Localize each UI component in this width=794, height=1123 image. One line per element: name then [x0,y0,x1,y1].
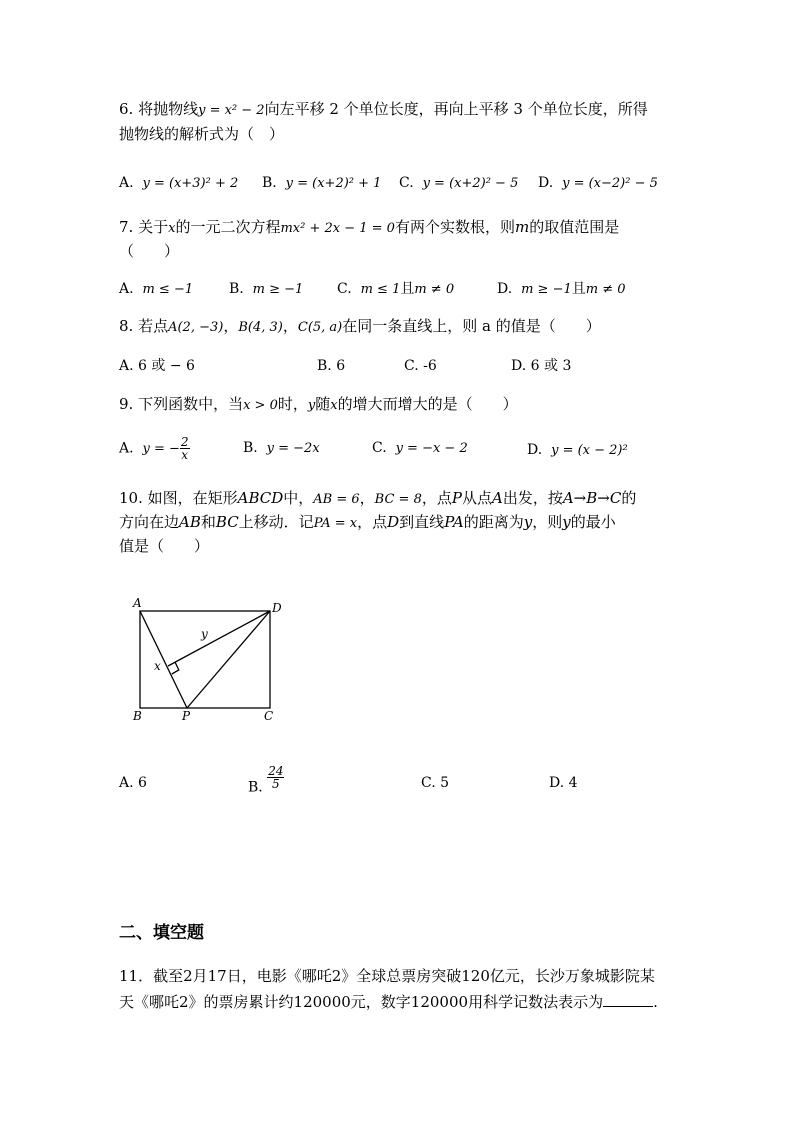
q8-text: 在同一条直线上，则 a 的值是（ ） [342,317,601,335]
option-text: 5 [440,775,450,791]
q9-text: 9. 下列函数中，当 [119,395,244,413]
option-text: 6 或 − 6 [138,358,195,374]
answer-blank[interactable] [603,994,653,1007]
q9-text: 随 [315,395,331,413]
option-expr: m ≥ −1 [521,282,572,297]
q10-var: A→B→C [562,489,622,507]
label-a: A [133,596,142,610]
q10-line2 [119,512,616,534]
option-expr: y = −2x [266,441,320,456]
option-expr: y = (x−2)² − 5 [562,176,658,191]
q7-option-c [337,279,454,300]
q10-var: PA [444,513,464,531]
option-text: 且 [400,281,415,297]
option-label: B. [262,175,277,191]
q10-text: 上移动．记 [238,513,314,531]
option-text: 6 或 3 [530,358,572,374]
label-y: y [201,627,208,641]
option-text: 6 [138,775,147,791]
q10-expr: BC = 8 [374,492,422,507]
q10-option-c [421,773,449,793]
option-label: B. [229,281,244,297]
q8-option-b [317,356,345,376]
option-label: C. [399,175,414,191]
option-expr: y = − [142,441,180,457]
q8-point: C(5, a) [297,320,343,335]
option-label: C. [404,358,419,374]
q11-text: 天《哪吒2》的票房累计约120000元，数字120000用科学记数法表示为 [119,993,604,1011]
q10-expr: PA = x [313,516,358,531]
option-expr: y = (x+3)² + 2 [142,176,239,191]
q10-var: y [562,513,571,531]
option-text: 4 [568,775,578,791]
option-expr: m ≤ −1 [142,282,194,297]
option-label: D. [527,442,543,458]
q8-line1 [119,316,601,338]
option-label: C. [421,775,436,791]
q7-option-b [229,279,303,300]
q10-text: ，则 [532,513,563,531]
option-label: A. [119,175,134,191]
q9-text: 时， [277,395,308,413]
label-c: C [264,709,274,723]
label-x: x [154,659,161,673]
q7-line2: （ ） [119,242,180,260]
fraction [267,765,284,790]
option-label: B. [243,440,258,456]
q9-option-c [372,438,468,459]
option-label: B. [248,779,263,796]
q10-var: y [523,513,533,531]
q11-line1: 11．截至2月17日，电影《哪吒2》全球总票房突破120亿元，长沙万象城影院某 [119,967,655,985]
q10-text: ， [359,489,375,507]
q9-line1 [119,394,518,416]
fraction-denominator: 5 [272,777,280,791]
segment-dp [187,611,270,708]
q9-option-d [527,440,628,461]
option-text: 且 [571,281,586,297]
option-label: A. [119,440,134,457]
q7-option-a [119,279,193,300]
q7-line1 [119,217,619,239]
option-text: -6 [423,358,437,374]
label-b: B [133,709,142,723]
q10-text: 和 [200,513,216,531]
section-title: 二、填空题 [119,923,204,943]
option-label: D. [538,175,554,191]
q10-text: ，点 [421,489,452,507]
q8-text: 8. 若点 [119,317,169,335]
q9-option-b [243,438,320,459]
option-label: A. [119,775,134,791]
q10-text: 到直线 [399,513,445,531]
option-label: D. [497,281,513,297]
q6-text: 6. 将抛物线 [119,100,199,118]
q9-option-a [119,436,190,461]
q10-text: 的最小 [570,513,616,531]
q6-option-d [538,173,658,194]
q10-text: 的 [621,489,637,507]
option-expr: m ≠ 0 [585,282,626,297]
q6-line2: 抛物线的解析式为（ ） [119,125,285,143]
q6-option-b [262,173,381,194]
q7-formula: mx² + 2x − 1 = 0 [280,221,395,236]
q10-option-d [549,773,578,793]
rectangle-figure [125,596,290,726]
q8-point: B(4, 3) [238,320,283,335]
q10-var: D [387,513,400,531]
option-label: A. [119,281,134,297]
option-expr: m ≠ 0 [414,282,455,297]
q10-var: A [491,489,503,507]
q10-line3: 值是（ ） [119,537,210,555]
q10-text: 中， [283,489,314,507]
q8-option-c [404,356,437,376]
option-label: B. [317,358,332,374]
option-expr: y = (x+2)² − 5 [422,176,519,191]
q10-text: ，点 [357,513,388,531]
q8-point: A(2, −3) [168,320,224,335]
option-expr: y = −x − 2 [395,441,468,456]
q6-formula: y = x² − 2 [198,103,265,118]
option-label: C. [372,440,387,456]
q10-option-b [248,765,284,798]
q9-expr: x > 0 [243,398,278,413]
q7-text: 的取值范围是 [529,218,620,236]
option-expr: m ≤ 1 [360,282,401,297]
q10-expr: AB = 6 [313,492,360,507]
option-expr: m ≥ −1 [252,282,304,297]
q7-text: 有两个实数根，则 [394,218,515,236]
option-expr: y = (x − 2)² [551,443,628,458]
segment-perpendicular-y [168,611,270,666]
fraction-numerator: 24 [268,764,284,778]
q7-text: 的一元二次方程 [175,218,281,236]
q7-text: 7. 关于 [119,218,169,236]
option-label: D. [511,358,527,374]
option-label: A. [119,358,134,374]
q8-option-d [511,356,571,376]
option-label: C. [337,281,352,297]
option-expr: y = (x+2)² + 1 [285,176,382,191]
label-d: D [272,601,282,615]
q8-option-a [119,356,195,376]
fraction-denominator: x [181,448,189,462]
q10-var: AB [179,513,201,531]
q10-text: 的距离为 [463,513,524,531]
q10-var: P [451,489,462,507]
q9-var: y [307,398,316,413]
q10-option-a [119,773,147,793]
q8-text: ， [282,317,298,335]
q7-option-d [497,279,626,300]
q10-text: 出发，按 [502,489,563,507]
q10-var: ABCD [237,489,284,507]
q10-var: BC [215,513,239,531]
q10-text: 从点 [461,489,492,507]
q10-text: 方向在边 [119,513,180,531]
label-p: P [182,709,191,723]
q6-option-c [399,173,518,194]
fraction-numerator: 2 [180,435,189,449]
q10-text: 10. 如图，在矩形 [119,489,238,507]
option-label: D. [549,775,565,791]
fraction [180,436,190,461]
q6-text: 向左平移 2 个单位长度，再向上平移 3 个单位长度，所得 [264,100,648,118]
q7-var: m [514,218,530,236]
q6-option-a [119,173,238,194]
q11-text: . [653,993,658,1011]
q11-line2 [119,992,658,1012]
q10-line1 [119,488,636,510]
q8-text: ， [223,317,239,335]
q7-var: x [168,221,176,236]
option-text: 6 [336,358,346,374]
q9-text: 的增大而增大的是（ ） [337,395,518,413]
q9-var: x [330,398,338,413]
q6-line1 [119,99,648,121]
